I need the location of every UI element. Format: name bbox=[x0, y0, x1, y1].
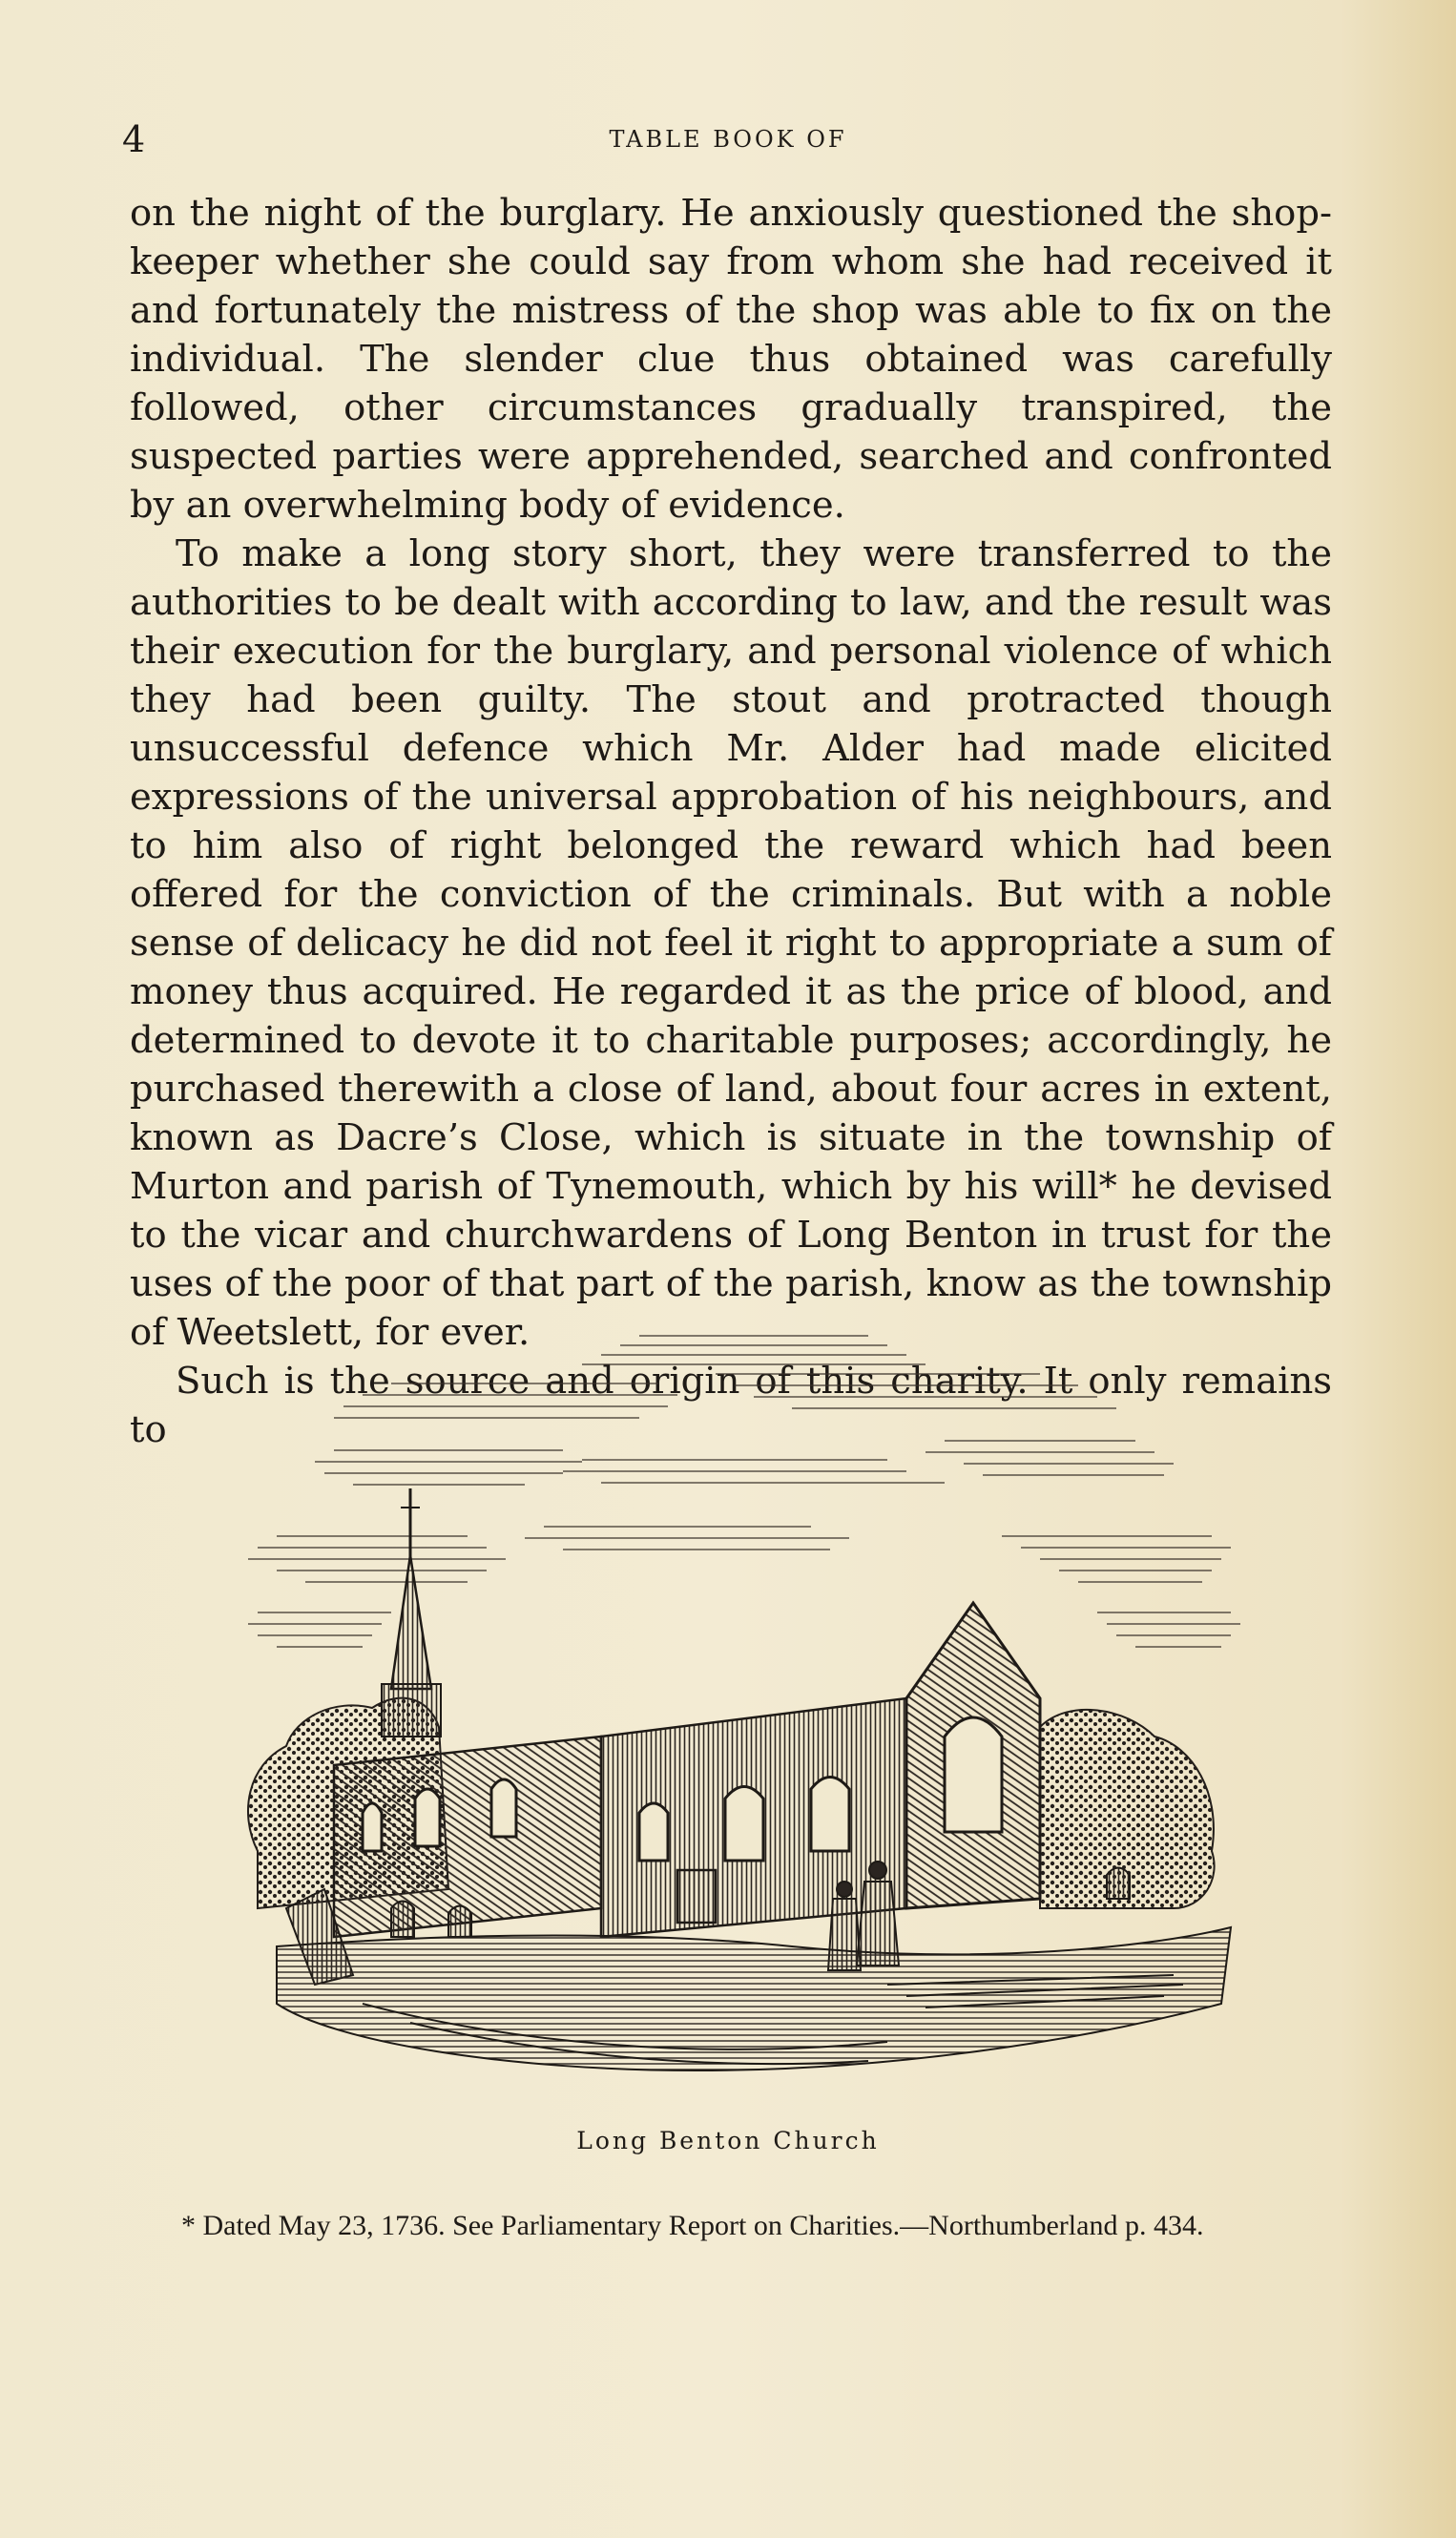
page-number: 4 bbox=[122, 118, 146, 160]
footnote bbox=[143, 2204, 1336, 2248]
paragraph-1: on the night of the burglary. He anxiously questioned the shop-keeper whether she could say from whom she had received it and fortunately the mistress of the shop was able to fix on the individual. The slender clue thus obtained was carefully followed, other circumstances gradually transpired, the suspected parties were apprehended, searched and confronted by an overwhelming body of evidence. bbox=[130, 192, 1332, 527]
sky-hatching bbox=[248, 1336, 1240, 1647]
body-text bbox=[130, 189, 1332, 1454]
page-header bbox=[0, 113, 1456, 170]
paragraph-2: To make a long story short, they were transferred to the authorities to be dealt with according to law, and the result was their execution for the burglary, and personal violence of which they had been guilty. The stout and protracted though unsuccessful defence which Mr. Alder had made elicited expressions of the universal approbation of his neighbours, and to him also of right belonged the reward which had been offered for the conviction of the criminals. But with a noble sense of delicacy he did not feel it right to appropriate a sum of money thus acquired. He regarded it as the price of blood, and determined to devote it to charitable purposes; accordingly, he purchased therewith a close of land, about four acres in extent, known as Dacre’s Close, which is situate in the township of Murton and parish of Tynemouth, which by his will* he devised to the vicar and churchwardens of Long Benton in trust for the uses of the poor of that part of the parish, know as the township of Weetslett, for ever. bbox=[130, 532, 1332, 1354]
illustration-caption: Long Benton Church bbox=[576, 2127, 880, 2154]
running-title: TABLE BOOK OF bbox=[609, 126, 847, 153]
church-engraving bbox=[219, 1317, 1269, 2099]
church-spire bbox=[391, 1555, 431, 1689]
church-door bbox=[677, 1870, 716, 1923]
church-engraving-image bbox=[219, 1317, 1269, 2099]
paragraph-3: Such is the source and origin of this charity. It only remains to bbox=[130, 1360, 1332, 1451]
footnote-text: * Dated May 23, 1736. See Parliamentary Report on Charities.—Northumberland p. 434. bbox=[181, 2210, 1204, 2241]
